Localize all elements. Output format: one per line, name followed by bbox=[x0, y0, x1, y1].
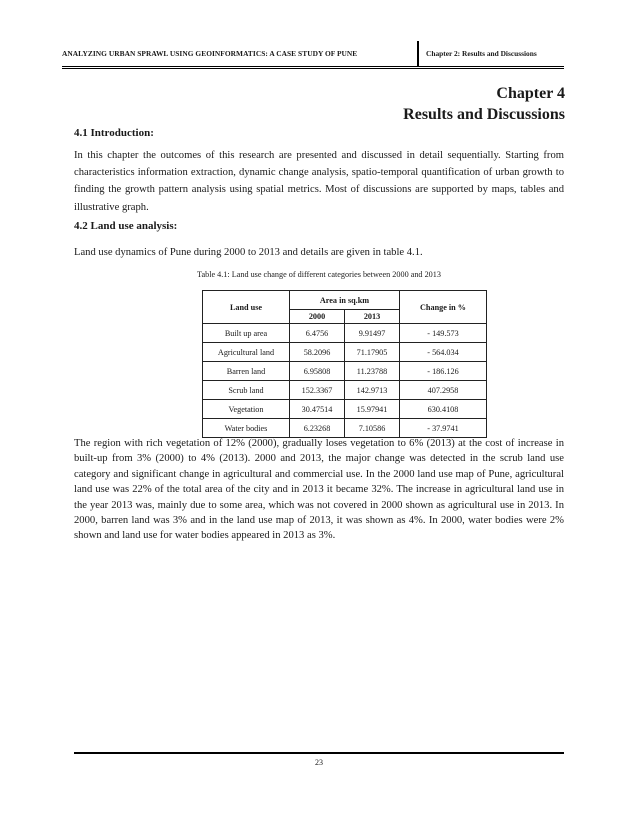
cell-change: - 37.9741 bbox=[400, 419, 487, 438]
header-divider bbox=[417, 41, 419, 66]
table-caption: Table 4.1: Land use change of different categories between 2000 and 2013 bbox=[197, 270, 441, 279]
cell-land-use: Built up area bbox=[203, 324, 290, 343]
cell-area-2000: 6.23268 bbox=[290, 419, 345, 438]
chapter-number: Chapter 4 bbox=[496, 85, 565, 102]
page-number: 23 bbox=[315, 758, 323, 767]
cell-area-2013: 15.97941 bbox=[345, 400, 400, 419]
section-heading-land-use: 4.2 Land use analysis: bbox=[74, 220, 178, 232]
table-row bbox=[203, 324, 487, 343]
cell-area-2013: 9.91497 bbox=[345, 324, 400, 343]
footer-rule bbox=[74, 752, 564, 754]
column-header-change: Change in % bbox=[400, 291, 487, 324]
cell-area-2013: 7.10586 bbox=[345, 419, 400, 438]
section-heading-introduction: 4.1 Introduction: bbox=[74, 127, 154, 139]
table-row bbox=[203, 343, 487, 362]
cell-land-use: Agricultural land bbox=[203, 343, 290, 362]
chapter-heading bbox=[403, 83, 565, 125]
cell-area-2013: 142.9713 bbox=[345, 381, 400, 400]
cell-land-use: Barren land bbox=[203, 362, 290, 381]
table-row bbox=[203, 381, 487, 400]
paragraph-land-use-intro: Land use dynamics of Pune during 2000 to 2013 and details are given in table 4.1. bbox=[74, 247, 423, 258]
paragraph-introduction: In this chapter the outcomes of this research are presented and discussed in detail sequentially. Starting from characteristics information extraction, dynamic change analysis, spatio-temporal quantification of urban growth to finding the growth pattern analysis using spatial metrics. Most of discussions are supported by maps, tables and illustrative graph. bbox=[74, 150, 564, 213]
cell-area-2000: 58.2096 bbox=[290, 343, 345, 362]
cell-area-2000: 152.3367 bbox=[290, 381, 345, 400]
column-header-2000: 2000 bbox=[290, 310, 345, 324]
cell-area-2013: 11.23788 bbox=[345, 362, 400, 381]
cell-area-2000: 6.95808 bbox=[290, 362, 345, 381]
land-use-table bbox=[202, 290, 487, 438]
column-header-area: Area in sq.km bbox=[290, 291, 400, 310]
cell-land-use: Scrub land bbox=[203, 381, 290, 400]
table-row bbox=[203, 400, 487, 419]
cell-change: 407.2958 bbox=[400, 381, 487, 400]
header-chapter-label: Chapter 2: Results and Discussions bbox=[426, 49, 537, 58]
running-header bbox=[62, 38, 564, 69]
cell-change: 630.4108 bbox=[400, 400, 487, 419]
table-row bbox=[203, 419, 487, 438]
column-header-land-use: Land use bbox=[203, 291, 290, 324]
table-row bbox=[203, 362, 487, 381]
cell-area-2000: 30.47514 bbox=[290, 400, 345, 419]
chapter-title: Results and Discussions bbox=[403, 106, 565, 123]
cell-change: - 186.126 bbox=[400, 362, 487, 381]
column-header-2013: 2013 bbox=[345, 310, 400, 324]
cell-change: - 564.034 bbox=[400, 343, 487, 362]
cell-land-use: Vegetation bbox=[203, 400, 290, 419]
paragraph-discussion: The region with rich vegetation of 12% (2000), gradually loses vegetation to 6% (2013) at the cost of increase in built-up from 3% (2000) to 4% (2013). 2000 and 2013, the major change was detected in the scrub land use category and significant change in agricultural and commercial use. In the 2000 land use map of Pune, agricultural land use was 22% of the total area of the city and in 2013 it became 32%. The increase in agricultural land use in the year 2013 was, mainly due to some area, which was not covered in 2000 shown as agricultural use in 2013. In 2000, barren land was 3% and in the land use map of 2013, it was shown as 4%. In 2000, water bodies were 2% shown and land use for water bodies appeared in 2013 as 3%. bbox=[74, 438, 564, 542]
cell-area-2013: 71.17905 bbox=[345, 343, 400, 362]
cell-land-use: Water bodies bbox=[203, 419, 290, 438]
cell-area-2000: 6.4756 bbox=[290, 324, 345, 343]
table-header-row bbox=[203, 291, 487, 310]
cell-change: - 149.573 bbox=[400, 324, 487, 343]
header-document-title: ANALYZING URBAN SPRAWL USING GEOINFORMATICS: A CASE STUDY OF PUNE bbox=[62, 49, 358, 58]
